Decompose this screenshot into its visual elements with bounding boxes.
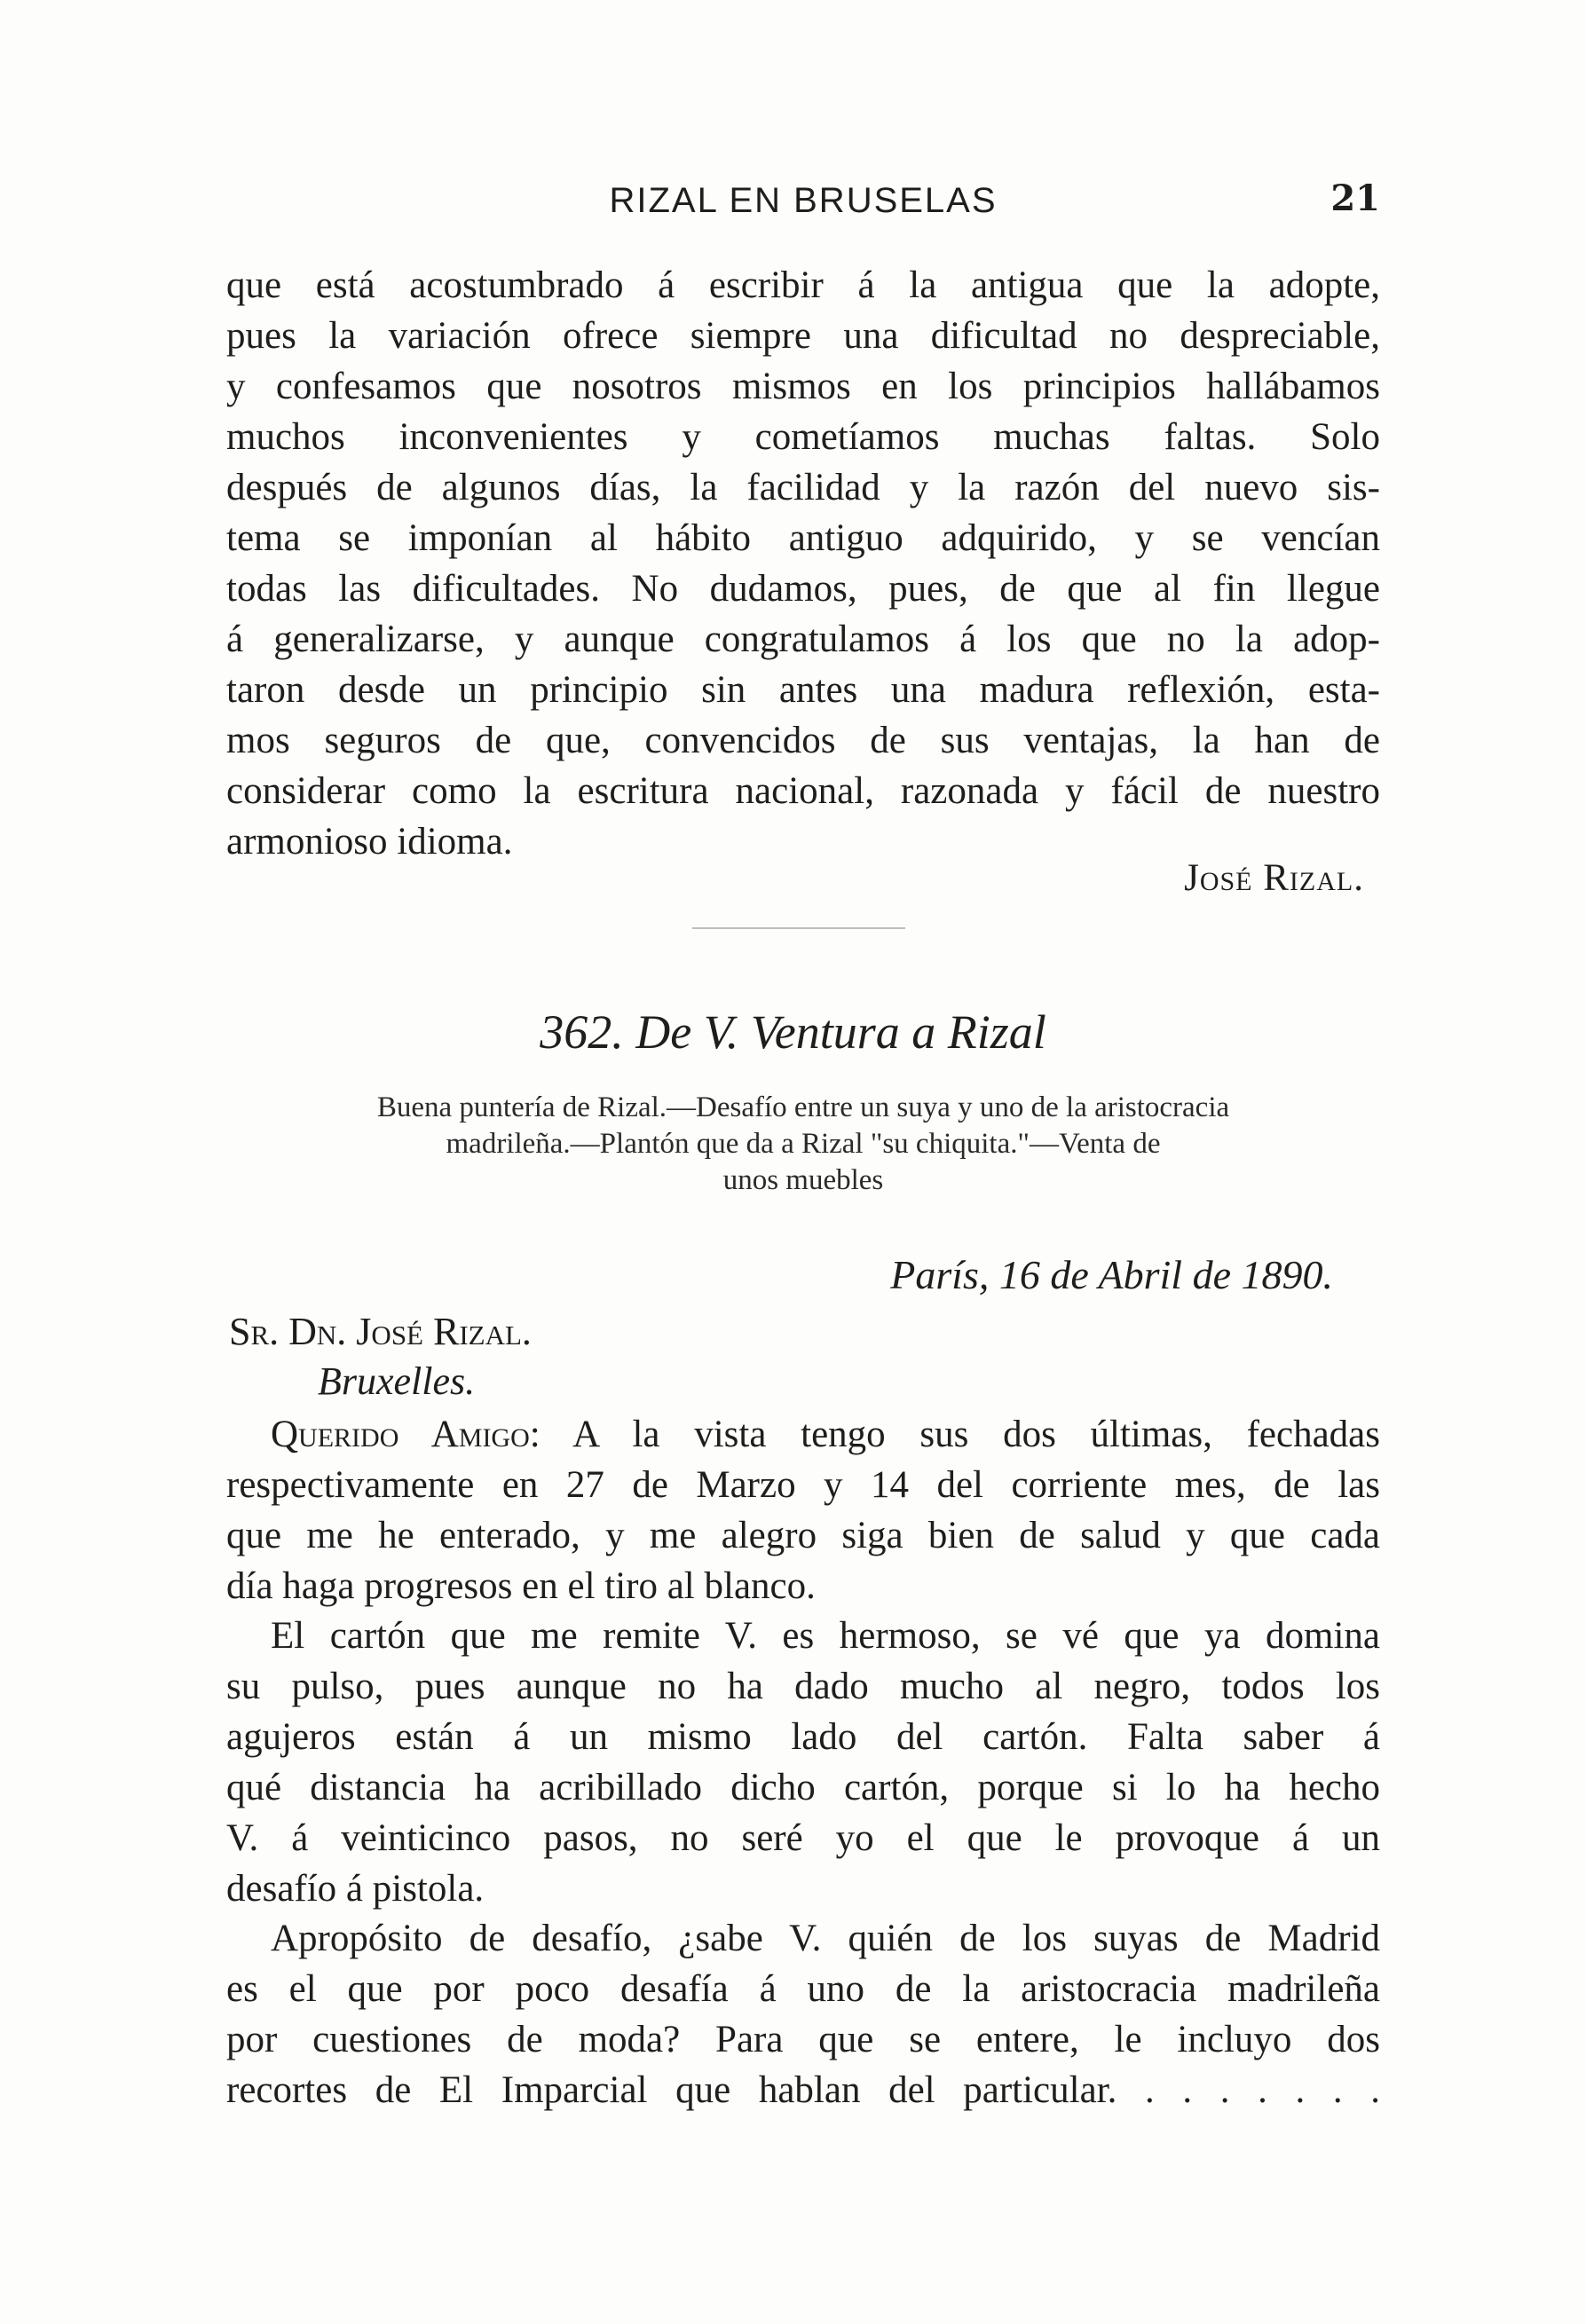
text-line: considerar como la escritura nacional, razonada y fácil de nuestro [226, 770, 1380, 812]
text-line: agujeros están á un mismo lado del cartón. Falta saber á [226, 1716, 1380, 1758]
text-line: es el que por poco desafía á uno de la aristocracia madrileña [226, 1968, 1380, 2010]
letter-summary [226, 1090, 1380, 1199]
text-line: El cartón que me remite V. es hermoso, se vé que ya domina [271, 1615, 1380, 1657]
text-line: qué distancia ha acribillado dicho cartón, porque si lo ha hecho [226, 1767, 1380, 1808]
salutation: Querido Amigo: [271, 1414, 541, 1455]
summary-line: unos muebles [722, 1164, 884, 1196]
text-line: taron desde un principio sin antes una madura reflexión, esta- [226, 669, 1380, 711]
text-line: después de algunos días, la facilidad y la razón del nuevo sis- [226, 467, 1380, 508]
text-line: que me he enterado, y me alegro siga bien de salud y que cada [226, 1515, 1380, 1556]
summary-line: Buena puntería de Rizal.—Desafío entre un suya y uno de la aristocracia [376, 1091, 1230, 1123]
text-line: tema se imponían al hábito antiguo adquirido, y se vencían [226, 517, 1380, 559]
dateline: París, 16 de Abril de 1890. [890, 1252, 1333, 1297]
signature: José Rizal. [1184, 857, 1364, 899]
text-line: por cuestiones de moda? Para que se entere, le incluyo dos [226, 2019, 1380, 2060]
body-paragraph-1 [226, 1409, 1380, 1611]
text-fragment: A la vista tengo sus dos últimas, fechadas [572, 1414, 1380, 1455]
text-line: V. á veinticinco pasos, no seré yo el que le provoque á un [226, 1817, 1380, 1859]
letter-title: 362. De V. Ventura a Rizal [540, 1005, 1046, 1059]
text-line: armonioso idioma. [226, 821, 513, 863]
text-line: y confesamos que nosotros mismos en los principios hallábamos [226, 366, 1380, 407]
text-line: día haga progresos en el tiro al blanco. [226, 1565, 816, 1607]
text-line: mos seguros de que, convencidos de sus ventajas, la han de [226, 720, 1380, 761]
page-header [226, 177, 1380, 231]
text-line: su pulso, pues aunque no ha dado mucho al negro, todos los [226, 1666, 1380, 1707]
text-line: todas las dificultades. No dudamos, pues, de que al fin llegue [226, 568, 1380, 610]
recipient-name: Sr. Dn. José Rizal. [229, 1310, 532, 1353]
closing-paragraph [226, 260, 1380, 867]
text-line: Apropósito de desafío, ¿sabe V. quién de los suyas de Madrid [271, 1918, 1380, 1959]
body-paragraph-2 [226, 1611, 1380, 1914]
section-divider [692, 927, 905, 929]
text-line: muchos inconvenientes y cometíamos muchas faltas. Solo [226, 416, 1380, 458]
text-line: pues la variación ofrece siempre una dificultad no despreciable, [226, 315, 1380, 357]
text-line: á generalizarse, y aunque congratulamos á los que no la adop- [226, 618, 1380, 660]
body-paragraph-3 [226, 1913, 1380, 2115]
text-line: desafío á pistola. [226, 1868, 485, 1910]
text-line [226, 1409, 1380, 1460]
page-number: 21 [1330, 177, 1380, 219]
summary-line: madrileña.—Plantón que da a Rizal "su chiquita."—Venta de [446, 1128, 1161, 1160]
recipient-city: Bruxelles. [318, 1359, 476, 1403]
running-head: RIZAL EN BRUSELAS [609, 181, 998, 220]
text-line: respectivamente en 27 de Marzo y 14 del corriente mes, de las [226, 1464, 1380, 1506]
text-line: recortes de El Imparcial que hablan del particular. . . . . . . . [226, 2069, 1380, 2111]
text-line: que está acostumbrado á escribir á la antigua que la adopte, [226, 264, 1380, 306]
recipient-block [229, 1307, 532, 1406]
